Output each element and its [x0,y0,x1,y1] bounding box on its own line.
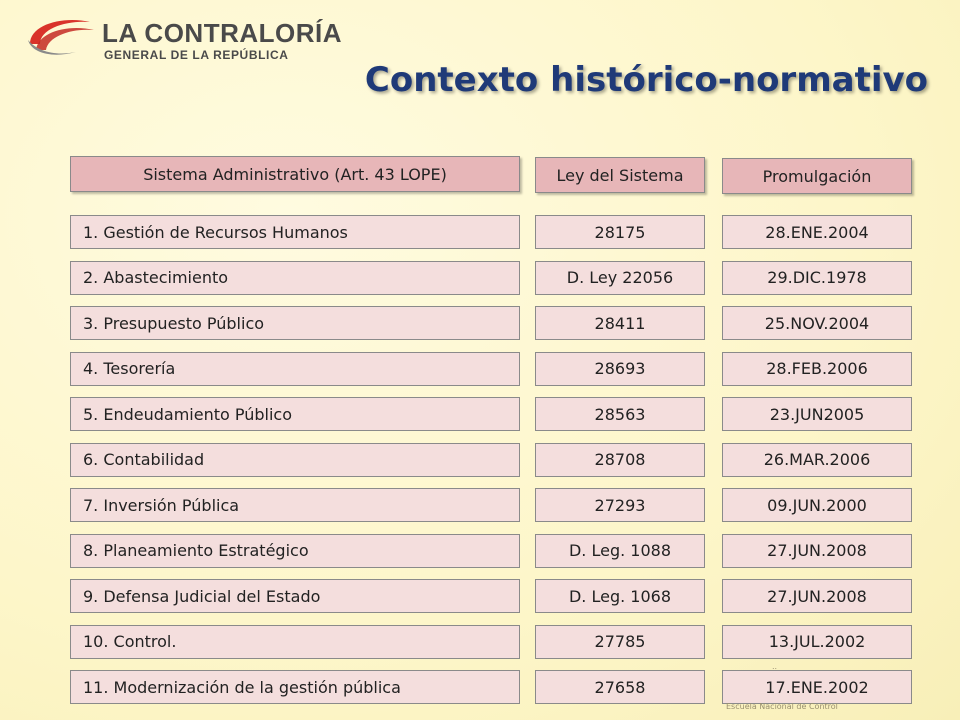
row-sistema: 5. Endeudamiento Público [70,397,520,431]
row-sistema: 7. Inversión Pública [70,488,520,522]
brand-name: LA CONTRALORÍA [102,18,343,48]
row-sistema: 1. Gestión de Recursos Humanos [70,215,520,249]
row-fecha: 27.JUN.2008 [722,579,912,613]
row-fecha: 13.JUL.2002 [722,625,912,659]
row-ley: D. Leg. 1088 [535,534,705,568]
row-ley: 28693 [535,352,705,386]
contraloria-logo [24,14,343,64]
row-fecha: 26.MAR.2006 [722,443,912,477]
header-ley: Ley del Sistema [535,157,705,193]
row-ley: 27785 [535,625,705,659]
row-ley: D. Leg. 1068 [535,579,705,613]
row-fecha: 28.FEB.2006 [722,352,912,386]
row-sistema: 3. Presupuesto Público [70,306,520,340]
row-ley: 27293 [535,488,705,522]
row-ley: 28563 [535,397,705,431]
row-fecha: 25.NOV.2004 [722,306,912,340]
row-ley: D. Ley 22056 [535,261,705,295]
row-sistema: 4. Tesorería [70,352,520,386]
row-sistema: 2. Abastecimiento [70,261,520,295]
row-sistema: 11. Modernización de la gestión pública [70,670,520,704]
header-promulgacion: Promulgación [722,158,912,194]
slide-title: Contexto histórico-normativo [364,60,928,100]
row-fecha: 09.JUN.2000 [722,488,912,522]
row-fecha: 23.JUN2005 [722,397,912,431]
footer-text: Escuela Nacional de Control [726,702,838,711]
row-fecha: 27.JUN.2008 [722,534,912,568]
row-sistema: 8. Planeamiento Estratégico [70,534,520,568]
row-fecha: 17.ENE.2002 [722,670,912,704]
row-ley: 27658 [535,670,705,704]
row-ley: 28175 [535,215,705,249]
row-sistema: 9. Defensa Judicial del Estado [70,579,520,613]
header-sistema: Sistema Administrativo (Art. 43 LOPE) [70,156,520,192]
contraloria-logo-icon [24,14,96,60]
row-ley: 28708 [535,443,705,477]
row-ley: 28411 [535,306,705,340]
row-sistema: 10. Control. [70,625,520,659]
row-fecha: 28.ENE.2004 [722,215,912,249]
brand-subtitle: GENERAL DE LA REPÚBLICA [104,48,289,62]
row-fecha: 29.DIC.1978 [722,261,912,295]
row-sistema: 6. Contabilidad [70,443,520,477]
